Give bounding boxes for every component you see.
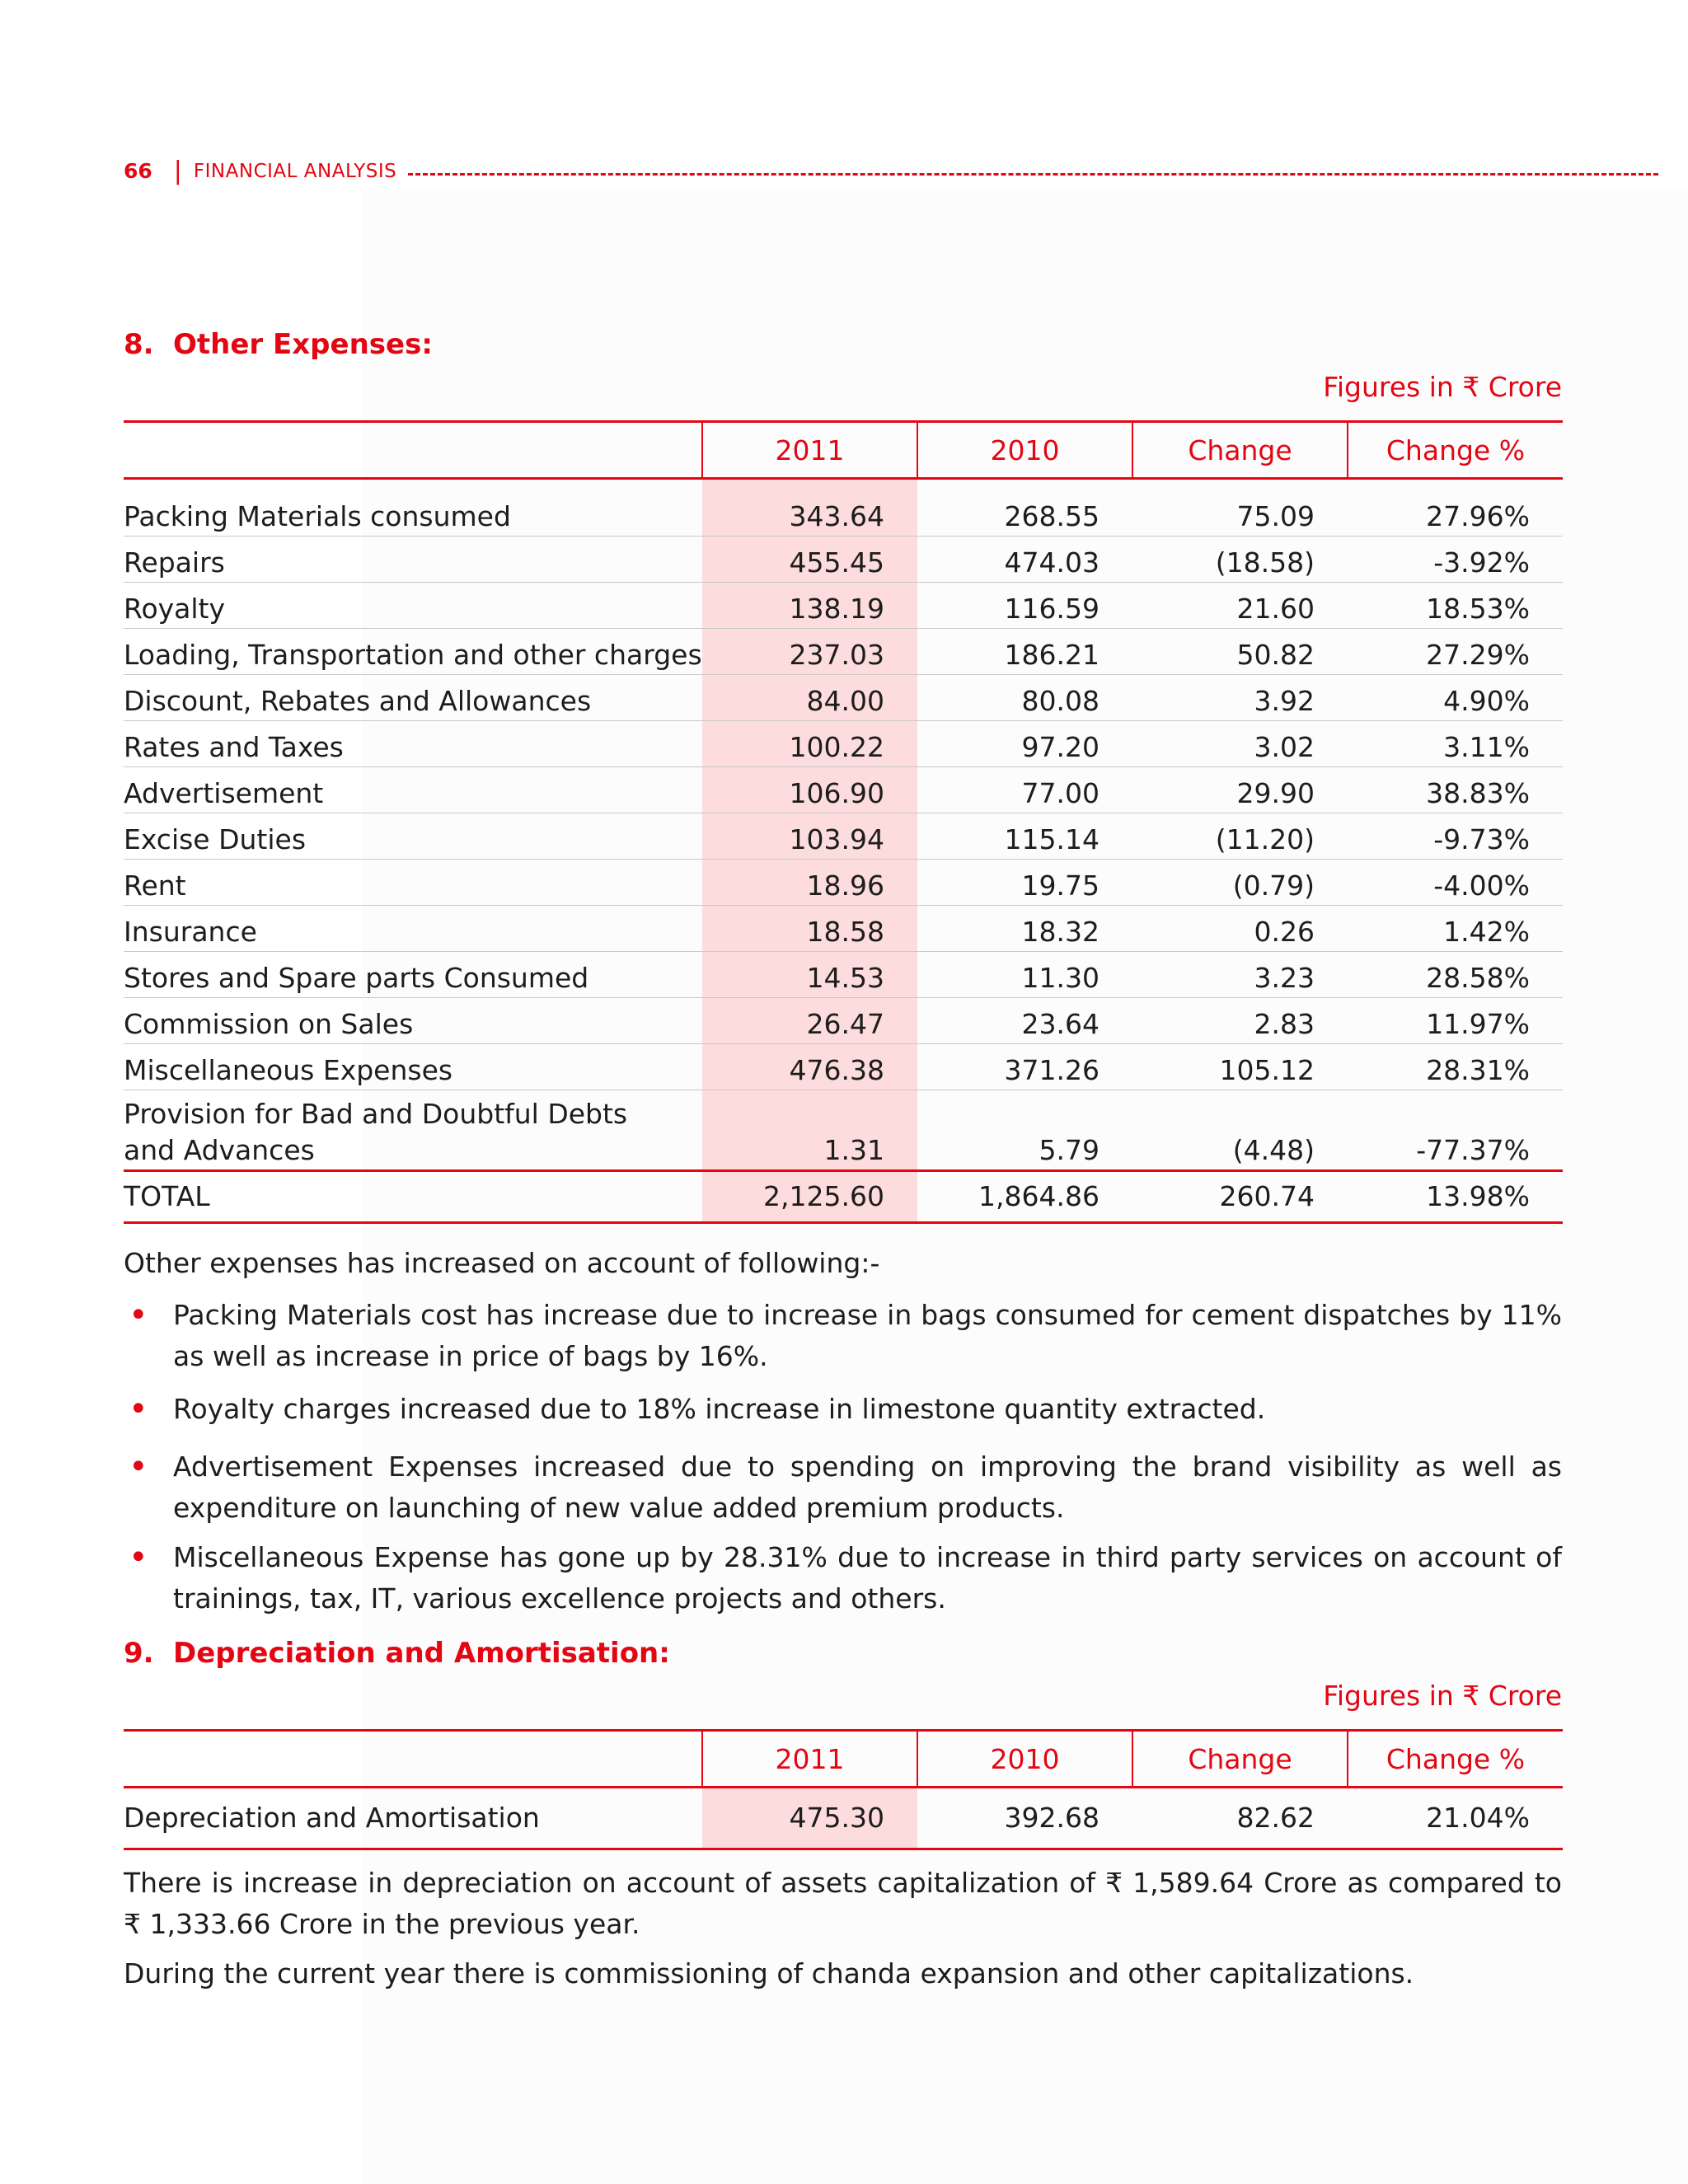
value-2010: 474.03	[917, 537, 1132, 583]
bullet-text: Miscellaneous Expense has gone up by 28.31% due to increase in third party services on account of trainings, tax, IT, various excellence projects and others.	[173, 1541, 1562, 1615]
value-2011: 18.96	[702, 860, 917, 906]
column-header-2011: 2011	[702, 1731, 917, 1788]
row-label: Miscellaneous Expenses	[124, 1044, 702, 1090]
table-row	[124, 813, 1563, 860]
value-2011: 475.30	[702, 1788, 917, 1849]
row-label: Royalty	[124, 583, 702, 629]
value-change: 0.26	[1132, 906, 1348, 952]
total-row	[124, 1171, 1563, 1223]
total-change-pct: 13.98%	[1348, 1171, 1563, 1223]
table-row	[124, 1044, 1563, 1090]
value-change-pct: -9.73%	[1348, 813, 1563, 860]
value-2010: 268.55	[917, 479, 1132, 537]
value-2011: 237.03	[702, 629, 917, 675]
table-row	[124, 860, 1563, 906]
value-2010: 23.64	[917, 998, 1132, 1044]
table-row	[124, 629, 1563, 675]
section-9-heading	[124, 1637, 670, 1670]
value-change: 3.92	[1132, 675, 1348, 721]
value-change: 29.90	[1132, 767, 1348, 813]
table-row	[124, 537, 1563, 583]
depreciation-table	[124, 1729, 1563, 1850]
bullet-item	[124, 1389, 1562, 1430]
bullet-item	[124, 1537, 1562, 1619]
value-2010: 80.08	[917, 675, 1132, 721]
value-2010: 97.20	[917, 721, 1132, 767]
table-row	[124, 479, 1563, 537]
value-2011: 138.19	[702, 583, 917, 629]
value-change-pct: 38.83%	[1348, 767, 1563, 813]
value-2011: 343.64	[702, 479, 917, 537]
row-label: Repairs	[124, 537, 702, 583]
row-label: Insurance	[124, 906, 702, 952]
value-2011: 18.58	[702, 906, 917, 952]
value-change-pct: 28.58%	[1348, 952, 1563, 998]
value-2011: 84.00	[702, 675, 917, 721]
value-2011: 26.47	[702, 998, 917, 1044]
value-change: 75.09	[1132, 479, 1348, 537]
bullet-item	[124, 1295, 1562, 1377]
total-2010: 1,864.86	[917, 1171, 1132, 1223]
value-2010: 371.26	[917, 1044, 1132, 1090]
row-label: Advertisement	[124, 767, 702, 813]
header-separator: |	[173, 157, 182, 185]
value-2011: 476.38	[702, 1044, 917, 1090]
table-header-row	[124, 1731, 1563, 1788]
total-2011: 2,125.60	[702, 1171, 917, 1223]
column-header-change-pct: Change %	[1348, 1731, 1563, 1788]
value-change: 50.82	[1132, 629, 1348, 675]
row-label: Commission on Sales	[124, 998, 702, 1044]
row-label: Packing Materials consumed	[124, 479, 702, 537]
value-change: 21.60	[1132, 583, 1348, 629]
value-change: (4.48)	[1132, 1090, 1348, 1171]
header-label-cell	[124, 422, 702, 479]
value-2010: 392.68	[917, 1788, 1132, 1849]
other-expenses-bullets	[124, 1295, 1562, 1619]
value-change-pct: 4.90%	[1348, 675, 1563, 721]
table-row	[124, 952, 1563, 998]
depreciation-paragraph: During the current year there is commissioning of chanda expansion and other capitalizations.	[124, 1957, 1414, 1990]
table-row	[124, 1788, 1563, 1849]
row-label: Excise Duties	[124, 813, 702, 860]
row-label-line: Provision for Bad and Doubtful Debts	[124, 1097, 628, 1130]
column-header-change-pct: Change %	[1348, 422, 1563, 479]
other-expenses-table	[124, 420, 1563, 1224]
table-row	[124, 583, 1563, 629]
column-header-change: Change	[1132, 1731, 1348, 1788]
section-8-heading	[124, 328, 433, 361]
table-row	[124, 906, 1563, 952]
header-title: FINANCIAL ANALYSIS	[193, 160, 397, 182]
value-2010: 19.75	[917, 860, 1132, 906]
total-label: TOTAL	[124, 1171, 702, 1223]
table-row	[124, 1090, 1563, 1171]
row-label: Loading, Transportation and other charges	[124, 629, 702, 675]
section-title: Other Expenses:	[173, 328, 433, 361]
value-change: 105.12	[1132, 1044, 1348, 1090]
header-label-cell	[124, 1731, 702, 1788]
value-2010: 115.14	[917, 813, 1132, 860]
bullet-text: Packing Materials cost has increase due to increase in bags consumed for cement dispatches by 11% as well as increase in price of bags by 16%.	[173, 1299, 1562, 1372]
other-expenses-intro: Other expenses has increased on account of following:-	[124, 1247, 880, 1279]
value-2010: 116.59	[917, 583, 1132, 629]
value-change-pct: 27.96%	[1348, 479, 1563, 537]
value-change-pct: -77.37%	[1348, 1090, 1563, 1171]
value-change: 2.83	[1132, 998, 1348, 1044]
total-change: 260.74	[1132, 1171, 1348, 1223]
bullet-icon: •	[129, 1296, 148, 1334]
bullet-icon: •	[129, 1390, 148, 1428]
value-2011: 103.94	[702, 813, 917, 860]
value-change-pct: 1.42%	[1348, 906, 1563, 952]
table-row	[124, 998, 1563, 1044]
figures-note: Figures in ₹ Crore	[1323, 1680, 1562, 1712]
bullet-icon: •	[129, 1539, 148, 1577]
row-label	[124, 1090, 702, 1171]
column-header-2011: 2011	[702, 422, 917, 479]
value-change: 3.02	[1132, 721, 1348, 767]
section-number: 9.	[124, 1637, 154, 1670]
value-2010: 77.00	[917, 767, 1132, 813]
row-label: Depreciation and Amortisation	[124, 1788, 702, 1849]
page-header	[124, 157, 1658, 185]
row-label: Rent	[124, 860, 702, 906]
value-2011: 100.22	[702, 721, 917, 767]
page-number: 66	[124, 159, 152, 183]
depreciation-paragraph: There is increase in depreciation on account of assets capitalization of ₹ 1,589.64 Crore as compared to ₹ 1,333.66 Crore in the previous year.	[124, 1867, 1562, 1940]
table-row	[124, 721, 1563, 767]
column-header-2010: 2010	[917, 422, 1132, 479]
value-change-pct: -3.92%	[1348, 537, 1563, 583]
table-row	[124, 767, 1563, 813]
value-change: 82.62	[1132, 1788, 1348, 1849]
header-dashed-rule	[408, 173, 1658, 176]
row-label-line: and Advances	[124, 1134, 315, 1167]
value-change: (18.58)	[1132, 537, 1348, 583]
value-change: (0.79)	[1132, 860, 1348, 906]
value-2011: 14.53	[702, 952, 917, 998]
value-change: 3.23	[1132, 952, 1348, 998]
value-2010: 11.30	[917, 952, 1132, 998]
value-2010: 18.32	[917, 906, 1132, 952]
value-2010: 186.21	[917, 629, 1132, 675]
value-2011: 1.31	[702, 1090, 917, 1171]
value-change-pct: 11.97%	[1348, 998, 1563, 1044]
value-change-pct: 27.29%	[1348, 629, 1563, 675]
value-change-pct: 3.11%	[1348, 721, 1563, 767]
row-label: Stores and Spare parts Consumed	[124, 952, 702, 998]
value-2011: 455.45	[702, 537, 917, 583]
value-2011: 106.90	[702, 767, 917, 813]
row-label: Rates and Taxes	[124, 721, 702, 767]
row-label: Discount, Rebates and Allowances	[124, 675, 702, 721]
value-change-pct: 18.53%	[1348, 583, 1563, 629]
column-header-2010: 2010	[917, 1731, 1132, 1788]
section-title: Depreciation and Amortisation:	[173, 1637, 670, 1670]
bullet-text: Royalty charges increased due to 18% increase in limestone quantity extracted.	[173, 1393, 1266, 1425]
bullet-text: Advertisement Expenses increased due to spending on improving the brand visibility as well as expenditure on launching of new value added premium products.	[173, 1451, 1562, 1524]
bullet-icon: •	[129, 1448, 148, 1486]
value-change-pct: -4.00%	[1348, 860, 1563, 906]
bullet-item	[124, 1446, 1562, 1529]
column-header-change: Change	[1132, 422, 1348, 479]
value-change-pct: 28.31%	[1348, 1044, 1563, 1090]
table-row	[124, 675, 1563, 721]
table-header-row	[124, 422, 1563, 479]
value-change-pct: 21.04%	[1348, 1788, 1563, 1849]
value-change: (11.20)	[1132, 813, 1348, 860]
figures-note: Figures in ₹ Crore	[1323, 371, 1562, 403]
section-number: 8.	[124, 328, 154, 361]
value-2010: 5.79	[917, 1090, 1132, 1171]
